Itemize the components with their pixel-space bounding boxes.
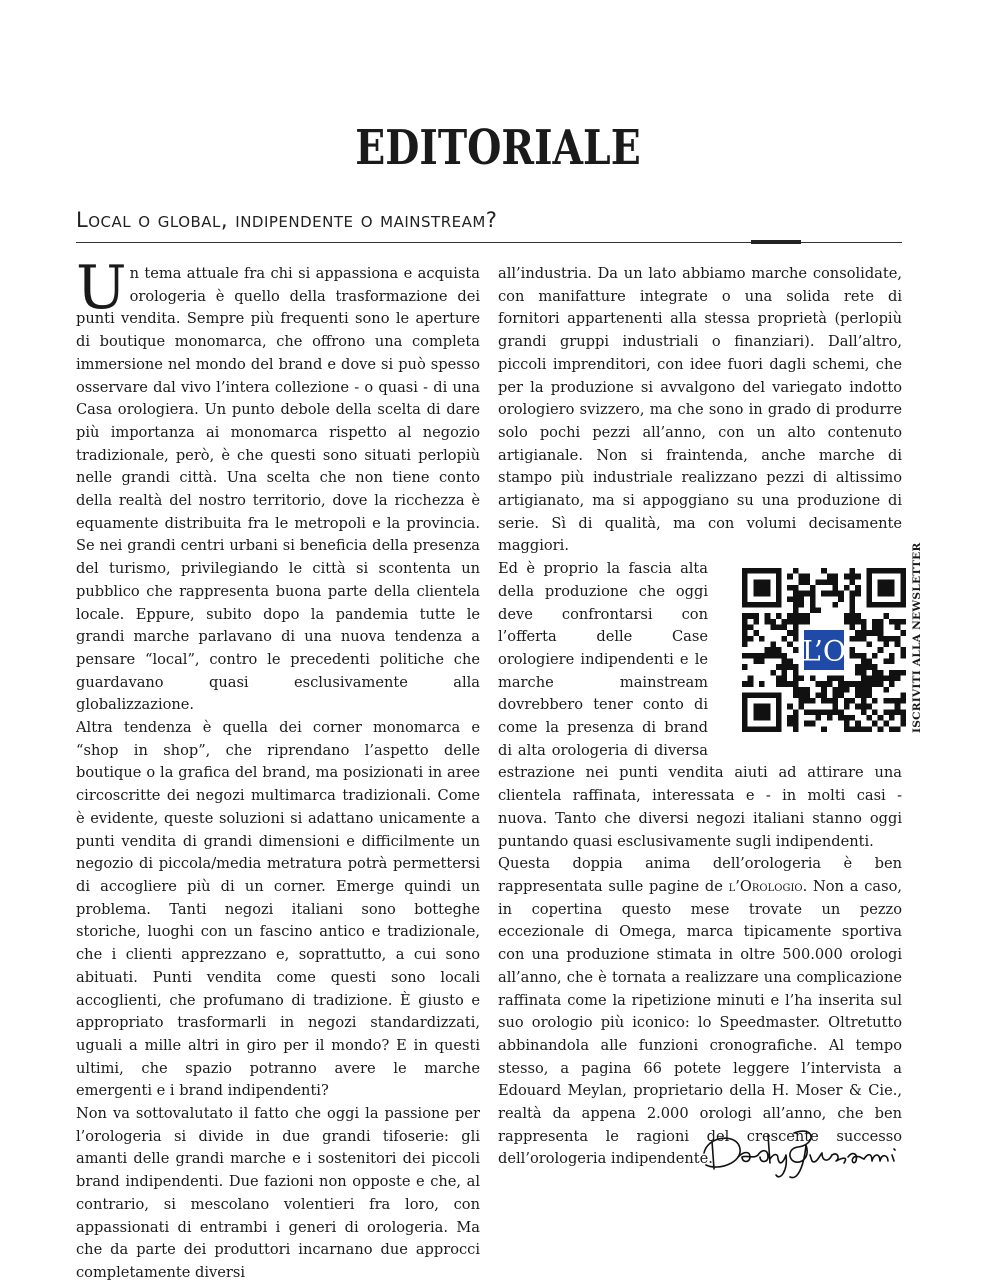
left-column — [76, 253, 480, 1285]
paragraph-5: Ed è proprio la fascia alta della produzione che oggi deve confrontarsi con l’offerta delle Case orologiere indipendenti e le marche mainstream dovrebbero tener conto di come la presenza di brand di alta orologeria di diversa estrazione nei punti vendita aiuti ad attirare una clientela raffinata, interessata e - in molti casi - nuova. Tanto che diversi negozi italiani stanno oggi puntando quasi esclusivamente sugli indipendenti. — [498, 560, 902, 850]
paragraph-1-text: n tema attuale fra chi si appassiona e acquista orologeria è quello della trasformazione dei punti vendita. Sempre più frequenti sono le aperture di boutique monomarca, che offrono una completa immersione nel mondo del brand e dove si può spesso osservare dal vivo l’intera collezione - o quasi - di una Casa orologiera. Un punto debole della scelta di dare più importanza ai monomarca rispetto al negozio tradizionale, però, è che questi sono situati perlopiù nelle grandi città. Una scelta che non tiene conto della realtà del nostro territorio, dove la ricchezza è equamente distribuita fra le metropoli e la provincia. Se nei grandi centri urbani si beneficia della presenza del turismo, privilegiando le città si scontenta un pubblico che rappresenta buona parte della clientela locale. Eppure, subito dopo la pandemia tutte le grandi marche parlavano di una nuova tendenza a pensare “local”, contro le precedenti politiche che guardavano quasi esclusivamente alla globalizzazione. — [76, 265, 480, 714]
signature — [698, 1115, 908, 1185]
article-subtitle: Local o global, indipendente o mainstream? — [76, 208, 498, 232]
newsletter-qr-block[interactable] — [716, 542, 923, 750]
qr-code[interactable] — [742, 568, 906, 732]
divider-accent — [751, 240, 801, 244]
newsletter-label: ISCRIVITI ALLA NEWSLETTER — [911, 542, 923, 734]
paragraph-6-start: Questa doppia anima dell’orologeria è ben rappresentata sulle pagine de — [498, 855, 902, 895]
paragraph-2: Altra tendenza è quella dei corner monomarca e “shop in shop”, che riprendano l’aspetto delle boutique o la grafica del brand, ma posizionati in aree circoscritte dei negozi multimarca tradizionali. Come è evidente, queste soluzioni si adattano unicamente a punti vendita di grandi dimensioni e difficilmente un negozio di piccola/media metratura potrà permettersi di accogliere più di un corner. Emerge quindi un problema. Tanti negozi italiani sono botteghe storiche, luoghi con un fascino antico e tradizionale, che i clienti apprezzano e, soprattutto, a cui sono abituati. Punti vendita come questi sono locali accoglienti, che profumano di tradizione. È giusto e appropriato trasformarli in negozi standardizzati, uguali a mille altri in giro per il mondo? E in questi ultimi, che spazio potranno avere le marche emergenti e i brand indipendenti? — [76, 719, 480, 1100]
qr-logo-text: L’O — [801, 634, 847, 668]
paragraph-1 — [76, 253, 480, 717]
paragraph-6-end: . Non a caso, in copertina questo mese trovate un pezzo eccezionale di Omega, marca tipicamente sportiva con una produzione stimata in oltre 500.000 orologi all’anno, che è tornata a realizzare una complicazione raffinata come la ripetizione minuti e l’ha inserita sul suo orologio più iconico: lo Speedmaster. Oltretutto abbinandola alle funzioni cronografiche. Al tempo stesso, a pagina 66 potete leggere l’intervista a Edouard Meylan, proprietario della H. Moser & Cie., realtà da appena 2.000 orologi all’anno, che ben rappresenta le ragioni del crescente successo dell’orologeria indipendente. — [498, 877, 902, 1168]
page-title: EDITORIALE — [355, 120, 641, 176]
magazine-name: l’Orologio — [728, 877, 803, 895]
dropcap: U — [76, 253, 127, 323]
paragraph-4: all’industria. Da un lato abbiamo marche consolidate, con manifatture integrate o una solida rete di fornitori appartenenti alla stessa proprietà (perlopiù grandi gruppi industriali o finanziari). Dall’altro, piccoli imprenditori, con idee fuori dagli schemi, che per la produzione si avvalgono del variegato indotto orologiero svizzero, ma che sono in grado di produrre solo pochi pezzi all’anno, con un alto contenuto artigianale. Non si fraintenda, anche marche di stampo più industriale realizzano pezzi di altissimo artigianato, ma si appoggiano su una produzione di serie. Sì di qualità, ma con volumi decisamente maggiori. — [498, 265, 902, 555]
paragraph-3: Non va sottovalutato il fatto che oggi la passione per l’orologeria si divide in due grandi tifoserie: gli amanti delle grandi marche e i sostenitori dei piccoli brand indipendenti. Due fazioni non opposte e che, al contrario, si mescolano volentieri fra loro, con appassionati di entrambi i generi di orologeria. Ma che da parte dei produttori incarnano due approcci completamente diversi — [76, 1105, 480, 1281]
right-column — [498, 263, 923, 1171]
